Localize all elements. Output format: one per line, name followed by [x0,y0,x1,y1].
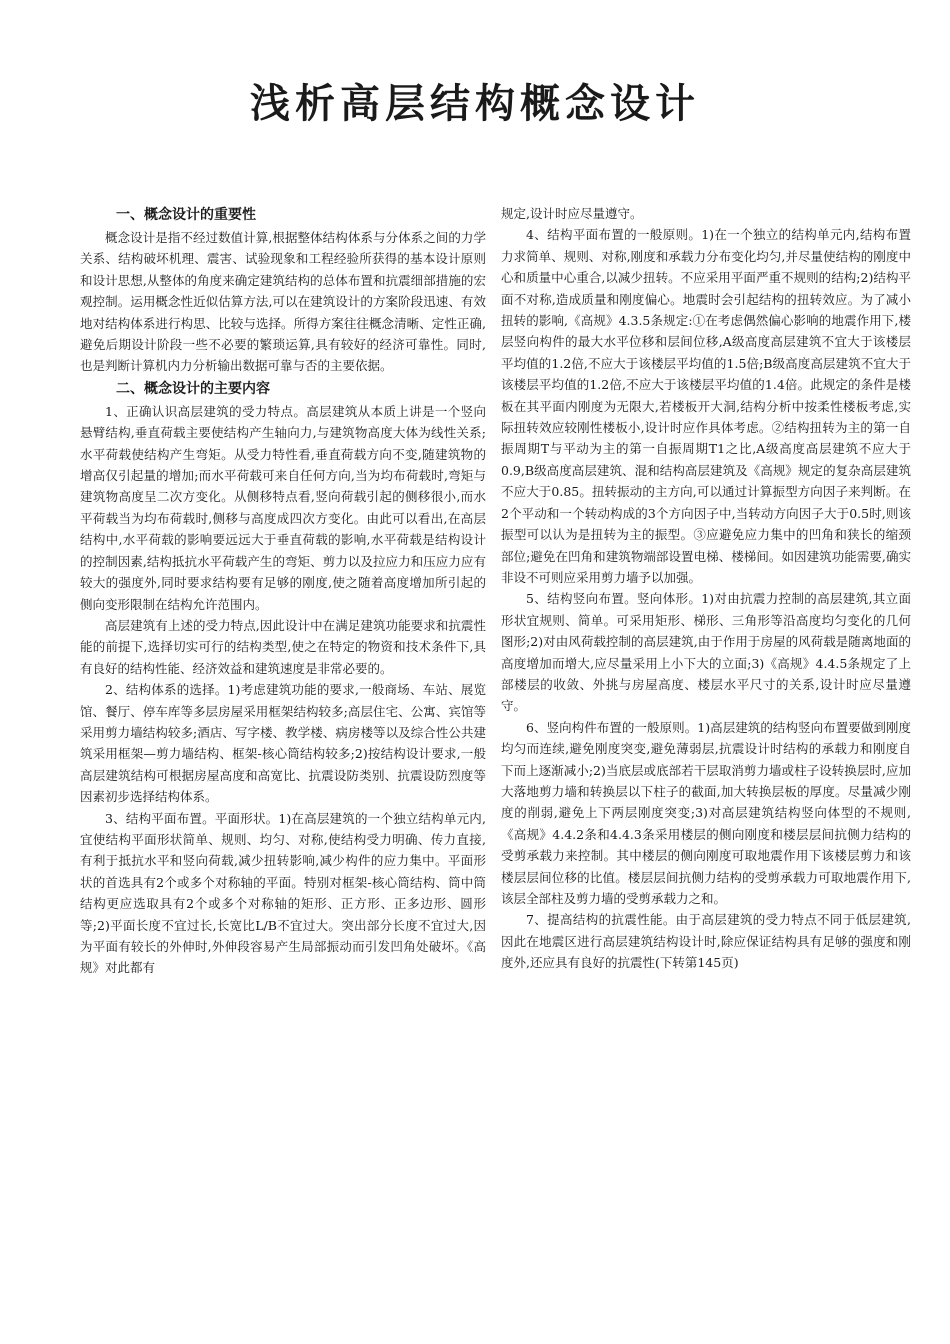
section-heading-main-content: 二、概念设计的主要内容 [116,380,270,397]
page-title: 浅析高层结构概念设计 [250,80,700,127]
paragraph: 1、正确认识高层建筑的受力特点。高层建筑从本质上讲是一个竖向悬臂结构,垂直荷载主要使结构产生轴向力,与建筑物高度大体为线性关系;水平荷载使结构产生弯矩。从受力特性看,垂直荷载方向不变,随建筑物的增高仅引起量的增加;而水平荷载可来自任何方向,当为均布荷载时,弯矩与建筑物高度呈二次方变化。从侧移特点看,竖向荷载引起的侧移很小,而水平荷载当为均布荷载时,侧移与高度成四次方变化。由此可以看出,在高层结构中,水平荷载的影响要远远大于垂直荷载的影响,水平荷载是结构设计的控制因素,结构抵抗水平荷载产生的弯矩、剪力以及拉应力和压应力应有较大的强度外,同时要求结构要有足够的刚度,使之随着高度增加所引起的侧向变形限制在结构允许范围内。 [80,403,486,612]
paragraph: 4、结构平面布置的一般原则。1)在一个独立的结构单元内,结构布置力求简单、规则、对称,刚度和承载力分布变化均匀,并尽量使结构的刚度中心和质量中心重合,以减少扭转。不应采用平面严重不规则的结构;2)结构平面不对称,造成质量和刚度偏心。地震时会引起结构的扭转效应。为了减小扭转的影响,《高规》4.3.5条规定:①在考虑偶然偏心影响的地震作用下,楼层竖向构件的最大水平位移和层间位移,A级高度高层建筑不宜大于该楼层平均值的1.2倍,不应大于该楼层平均值的1.5倍;B级高度高层建筑不宜大于该楼层平均值的1.2倍,不应大于该楼层平均值的1.4倍。此规定的条件是楼板在其平面内刚度为无限大,若楼板开大洞,结构分析中按柔性楼板考虑,实际扭转效应较刚性楼板小,设计时应作具体考虑。②结构扭转为主的第一自振周期T与平动为主的第一自振周期T1之比,A级高度高层建筑不应大于0.9,B级高度高层建筑、混和结构高层建筑及《高规》规定的复杂高层建筑不应大于0.85。扭转振动的主方向,可以通过计算振型方向因子来判断。在2个平动和一个转动构成的3个方向因子中,当转动方向因子大于0.5时,则该振型可以认为是扭转为主的振型。③应避免应力集中的凹角和狭长的缩颈部位;避免在凹角和建筑物端部设置电梯、楼梯间。如因建筑功能需要,确实非设不可则应采用剪力墙予以加强。 [501,227,911,585]
left-column [80,203,486,979]
paragraph: 高层建筑有上述的受力特点,因此设计中在满足建筑功能要求和抗震性能的前提下,选择切实可行的结构类型,使之在特定的物资和技术条件下,具有良好的结构性能、经济效益和建筑速度是非常必要的。 [80,617,486,676]
paragraph: 概念设计是指不经过数值计算,根据整体结构体系与分体系之间的力学关系、结构破坏机理、震害、试验现象和工程经验所获得的基本设计原则和设计思想,从整体的角度来确定建筑结构的总体布置和抗震细部措施的宏观控制。运用概念性近似估算方法,可以在建筑设计的方案阶段迅速、有效地对结构体系进行构思、比较与选择。所得方案往往概念清晰、定性正确,避免后期设计阶段一些不必要的繁琐运算,具有较好的经济可靠性。同时,也是判断计算机内力分析输出数据可靠与否的主要依据。 [80,230,486,374]
paragraph-continued: 规定,设计时应尽量遵守。 [501,206,643,221]
paragraph: 5、结构竖向布置。竖向体形。1)对由抗震力控制的高层建筑,其立面形状宜规则、简单。可采用矩形、梯形、三角形等沿高度均匀变化的几何图形;2)对由风荷载控制的高层建筑,由于作用于房屋的风荷载是随离地面的高度增加而增大,应尽量采用上小下大的立面;3)《高规》4.4.5条规定了上部楼层的收敛、外挑与房屋高度、楼层水平尺寸的关系,设计时应尽量遵守。 [501,591,911,714]
paragraph: 2、结构体系的选择。1)考虑建筑功能的要求,一般商场、车站、展览馆、餐厅、停车库等多层房屋采用框架结构较多;高层住宅、公寓、宾馆等采用剪力墙结构较多;酒店、写字楼、教学楼、病房楼等以及综合性公共建筑采用框架—剪力墙结构、框架-核心筒结构较多;2)按结构设计要求,一般高层建筑结构可根据房屋高度和高宽比、抗震设防类别、抗震设防烈度等因素初步选择结构体系。 [80,682,486,805]
paragraph: 3、结构平面布置。平面形状。1)在高层建筑的一个独立结构单元内,宜使结构平面形状简单、规则、均匀、对称,使结构受力明确、传力直接,有利于抵抗水平和竖向荷载,减少扭转影响,减少构件的应力集中。平面形状的首选具有2个或多个对称轴的平面。特别对框架-核心筒结构、筒中筒结构更应选取具有2个或多个对称轴的矩形、正方形、正多边形、圆形等;2)平面长度不宜过长,长宽比L/B不宜过大。突出部分长度不宜过大,因为平面有较长的外伸时,外伸段容易产生局部振动而引发凹角处破坏。《高规》对此都有 [80,810,486,976]
paragraph: 6、竖向构件布置的一般原则。1)高层建筑的结构竖向布置要做到刚度均匀而连续,避免刚度突变,避免薄弱层,抗震设计时结构的承载力和刚度自下而上逐渐减小;2)当底层或底部若干层取消剪力墙或柱子设转换层时,应加大落地剪力墙和转换层以下柱子的截面,加大转换层板的厚度。尽量减少刚度的削弱,避免上下两层刚度突变;3)对高层建筑结构竖向体型的不规则,《高规》4.4.2条和4.4.3条采用楼层的侧向刚度和楼层层间抗侧力结构的受剪承载力来控制。其中楼层的侧向刚度可取地震作用下该楼层剪力和该楼层层间位移的比值。楼层层间抗侧力结构的受剪承载力可取地震作用下,该层全部柱及剪力墙的受剪承载力之和。 [501,719,911,906]
paragraph: 7、提高结构的抗震性能。由于高层建筑的受力特点不同于低层建筑,因此在地震区进行高层建筑结构设计时,除应保证结构具有足够的强度和刚度外,还应具有良好的抗震性(下转第145页) [501,912,911,971]
right-column [501,203,911,974]
section-heading-importance: 一、概念设计的重要性 [116,207,256,223]
